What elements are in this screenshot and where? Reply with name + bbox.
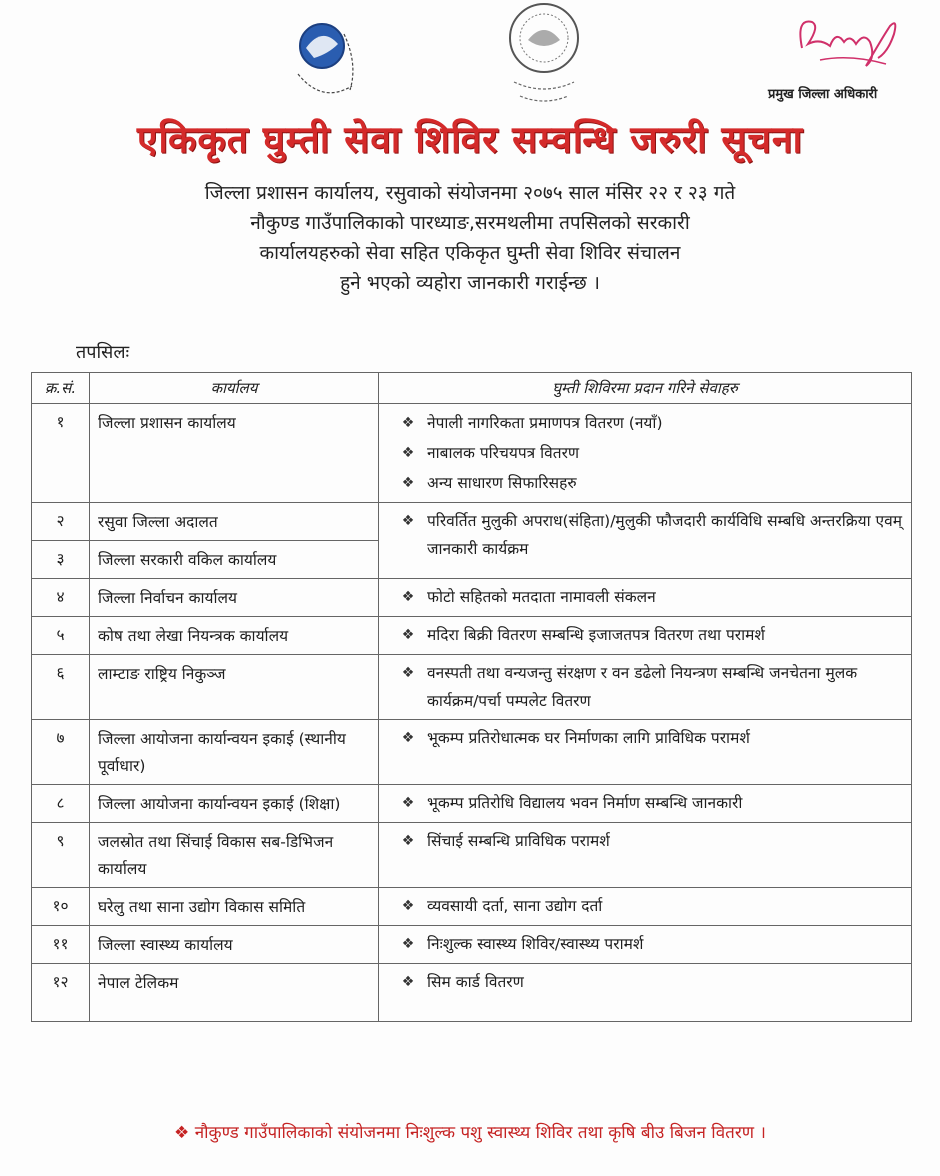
service-item bbox=[389, 892, 903, 920]
government-logo bbox=[292, 14, 372, 114]
officer-designation: प्रमुख जिल्ला अधिकारी bbox=[768, 87, 878, 102]
signature bbox=[790, 8, 910, 78]
row-sn: ४ bbox=[32, 579, 90, 617]
service-item bbox=[389, 930, 903, 958]
row-office: जिल्ला स्वास्थ्य कार्यालय bbox=[90, 926, 379, 964]
diamond-bullet-icon: ❖ bbox=[401, 898, 415, 914]
row-sn: १२ bbox=[32, 964, 90, 1022]
row-services bbox=[379, 823, 912, 888]
signature-icon bbox=[790, 8, 910, 78]
service-item bbox=[389, 468, 903, 498]
service-item bbox=[389, 968, 903, 996]
intro-line: कार्यालयहरुको सेवा सहित एकिकृत घुम्ती सेवा शिविर संचालन bbox=[259, 242, 681, 264]
details-label: तपसिलः bbox=[76, 342, 130, 363]
row-office: जिल्ला सरकारी वकिल कार्यालय bbox=[90, 541, 379, 579]
intro-line: हुने भएको व्यहोरा जानकारी गराईन्छ । bbox=[340, 272, 600, 294]
diamond-bullet-icon: ❖ bbox=[401, 795, 415, 811]
diamond-bullet-icon: ❖ bbox=[401, 627, 415, 643]
diamond-bullet-icon: ❖ bbox=[401, 936, 415, 952]
diamond-bullet-icon: ❖ bbox=[401, 445, 415, 461]
diamond-bullet-icon: ❖ bbox=[401, 475, 415, 491]
service-text: सिम कार्ड वितरण bbox=[427, 973, 524, 991]
row-sn: ८ bbox=[32, 785, 90, 823]
row-services bbox=[379, 404, 912, 503]
service-text: मदिरा बिक्री वितरण सम्बन्धि इजाजतपत्र वितरण तथा परामर्श bbox=[427, 626, 765, 644]
row-services bbox=[379, 579, 912, 617]
service-text: नाबालक परिचयपत्र वितरण bbox=[427, 444, 580, 462]
diamond-bullet-icon: ❖ bbox=[401, 833, 415, 849]
row-services bbox=[379, 720, 912, 785]
row-office: जलस्रोत तथा सिंचाई विकास सब-डिभिजन कार्यालय bbox=[90, 823, 379, 888]
row-office: घरेलु तथा साना उद्योग विकास समिति bbox=[90, 888, 379, 926]
service-text: अन्य साधारण सिफारिसहरु bbox=[427, 474, 577, 492]
table-row bbox=[32, 579, 912, 617]
diamond-bullet-icon: ❖ bbox=[401, 415, 415, 431]
diamond-bullet-icon: ❖ bbox=[401, 589, 415, 605]
row-office: जिल्ला आयोजना कार्यान्वयन इकाई (स्थानीय पूर्वाधार) bbox=[90, 720, 379, 785]
row-services bbox=[379, 617, 912, 655]
row-sn: ५ bbox=[32, 617, 90, 655]
seal-icon bbox=[494, 0, 594, 110]
header-office: कार्यालय bbox=[90, 373, 379, 404]
header-sn: क्र.सं. bbox=[32, 373, 90, 404]
service-text: भूकम्प प्रतिरोधात्मक घर निर्माणका लागि प्राविधिक परामर्श bbox=[427, 729, 750, 747]
row-sn: १० bbox=[32, 888, 90, 926]
table-row bbox=[32, 964, 912, 1022]
service-item bbox=[389, 621, 903, 649]
table-row bbox=[32, 617, 912, 655]
header-services: घुम्ती शिविरमा प्रदान गरिने सेवाहरु bbox=[379, 373, 912, 404]
diamond-bullet-icon: ❖ bbox=[401, 974, 415, 990]
service-text: व्यवसायी दर्ता, साना उद्योग दर्ता bbox=[427, 897, 603, 915]
intro-line: नौकुण्ड गाउँपालिकाको पारध्याङ,सरमथलीमा तपसिलको सरकारी bbox=[250, 212, 690, 234]
service-text: वनस्पती तथा वन्यजन्तु संरक्षण र वन डढेलो नियन्त्रण सम्बन्धि जनचेतना मुलक कार्यक्रम/पर्चा पम्पलेट वितरण bbox=[427, 664, 858, 710]
service-text: सिंचाई सम्बन्धि प्राविधिक परामर्श bbox=[427, 832, 610, 850]
row-services bbox=[379, 926, 912, 964]
service-item bbox=[389, 827, 903, 855]
row-sn: २ bbox=[32, 503, 90, 541]
table-row bbox=[32, 823, 912, 888]
table-row bbox=[32, 926, 912, 964]
row-office: जिल्ला निर्वाचन कार्यालय bbox=[90, 579, 379, 617]
row-sn: ३ bbox=[32, 541, 90, 579]
table-row bbox=[32, 404, 912, 503]
services-table bbox=[31, 372, 912, 1022]
service-text: फोटो सहितको मतदाता नामावली संकलन bbox=[427, 588, 656, 606]
row-services bbox=[379, 655, 912, 720]
service-item bbox=[389, 659, 903, 715]
service-item bbox=[389, 507, 903, 563]
row-services bbox=[379, 785, 912, 823]
row-services bbox=[379, 888, 912, 926]
page-title: एकिकृत घुम्ती सेवा शिविर सम्वन्धि जरुरी सूचना bbox=[136, 118, 804, 161]
service-text: नेपाली नागरिकता प्रमाणपत्र वितरण (नयाँ) bbox=[427, 414, 663, 432]
service-item bbox=[389, 583, 903, 611]
service-text: निःशुल्क स्वास्थ्य शिविर/स्वास्थ्य परामर्श bbox=[427, 935, 644, 953]
row-office: रसुवा जिल्ला अदालत bbox=[90, 503, 379, 541]
service-item bbox=[389, 408, 903, 438]
table-row bbox=[32, 720, 912, 785]
row-sn: ७ bbox=[32, 720, 90, 785]
office-seal bbox=[494, 0, 594, 110]
service-text: भूकम्प प्रतिरोधि विद्यालय भवन निर्माण सम्बन्धि जानकारी bbox=[427, 794, 743, 812]
row-sn: ६ bbox=[32, 655, 90, 720]
intro-paragraph bbox=[70, 178, 870, 298]
row-sn: ११ bbox=[32, 926, 90, 964]
row-services bbox=[379, 503, 912, 579]
row-office: नेपाल टेलिकम bbox=[90, 964, 379, 1022]
table-row bbox=[32, 888, 912, 926]
row-office: कोष तथा लेखा नियन्त्रक कार्यालय bbox=[90, 617, 379, 655]
diamond-bullet-icon: ❖ bbox=[401, 513, 415, 529]
service-item bbox=[389, 789, 903, 817]
row-office: जिल्ला प्रशासन कार्यालय bbox=[90, 404, 379, 503]
service-text: परिवर्तित मुलुकी अपराध(संहिता)/मुलुकी फौजदारी कार्यविधि सम्बधि अन्तरक्रिया एवम् जानकारी कार्यक्रम bbox=[427, 512, 903, 558]
table-row bbox=[32, 785, 912, 823]
intro-line: जिल्ला प्रशासन कार्यालय, रसुवाको संयोजनमा २०७५ साल मंसिर २२ र २३ गते bbox=[204, 182, 736, 204]
globe-logo-icon bbox=[292, 14, 372, 114]
service-item bbox=[389, 438, 903, 468]
table-row bbox=[32, 503, 912, 541]
row-services bbox=[379, 964, 912, 1022]
table-row bbox=[32, 655, 912, 720]
table-header-row bbox=[32, 373, 912, 404]
row-office: लाम्टाङ राष्ट्रिय निकुञ्ज bbox=[90, 655, 379, 720]
diamond-bullet-icon: ❖ bbox=[401, 665, 415, 681]
row-sn: १ bbox=[32, 404, 90, 503]
row-sn: ९ bbox=[32, 823, 90, 888]
footer-note: ❖ नौकुण्ड गाउँपालिकाको संयोजनमा निःशुल्क पशु स्वास्थ्य शिविर तथा कृषि बीउ बिजन वितरण । bbox=[174, 1123, 766, 1143]
row-office: जिल्ला आयोजना कार्यान्वयन इकाई (शिक्षा) bbox=[90, 785, 379, 823]
service-item bbox=[389, 724, 903, 752]
diamond-bullet-icon: ❖ bbox=[401, 730, 415, 746]
